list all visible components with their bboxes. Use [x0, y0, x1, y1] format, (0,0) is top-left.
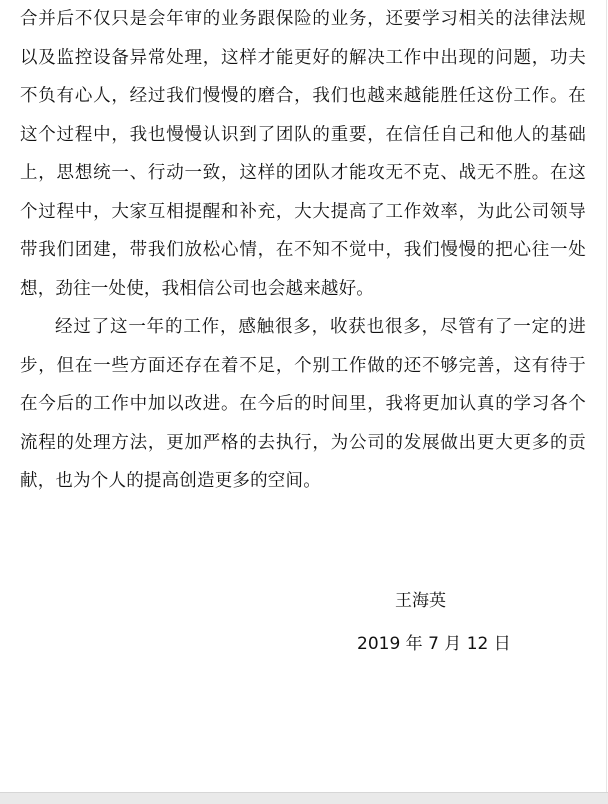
- document-body: [20, 0, 586, 501]
- paragraph-1: 合并后不仅只是会年审的业务跟保险的业务，还要学习相关的法律法规以及监控设备异常处理，这样才能更好的解决工作中出现的问题，功夫不负有心人，经过我们慢慢的磨合，我们也越来越能胜任这份工作。在这个过程中，我也慢慢认识到了团队的重要，在信任自己和他人的基础上，思想统一、行动一致，这样的团队才能攻无不克、战无不胜。在这个过程中，大家互相提醒和补充，大大提高了工作效率，为此公司领导带我们团建，带我们放松心情，在不知不觉中，我们慢慢的把心往一处想，劲往一处使，我相信公司也会越来越好。: [20, 9, 586, 299]
- signature-name: 王海英: [395, 591, 446, 611]
- paragraph-2: 经过了这一年的工作，感触很多，收获也很多，尽管有了一定的进步，但在一些方面还存在着不足，个别工作做的还不够完善，这有待于在今后的工作中加以改进。在今后的时间里，我将更加认真的学习各个流程的处理方法，更加严格的去执行，为公司的发展做出更大更多的贡献，也为个人的提高创造更多的空间。: [20, 317, 586, 491]
- signature-date: 2019 年 7 月 12 日: [357, 634, 511, 654]
- page-gap-divider: [0, 792, 608, 804]
